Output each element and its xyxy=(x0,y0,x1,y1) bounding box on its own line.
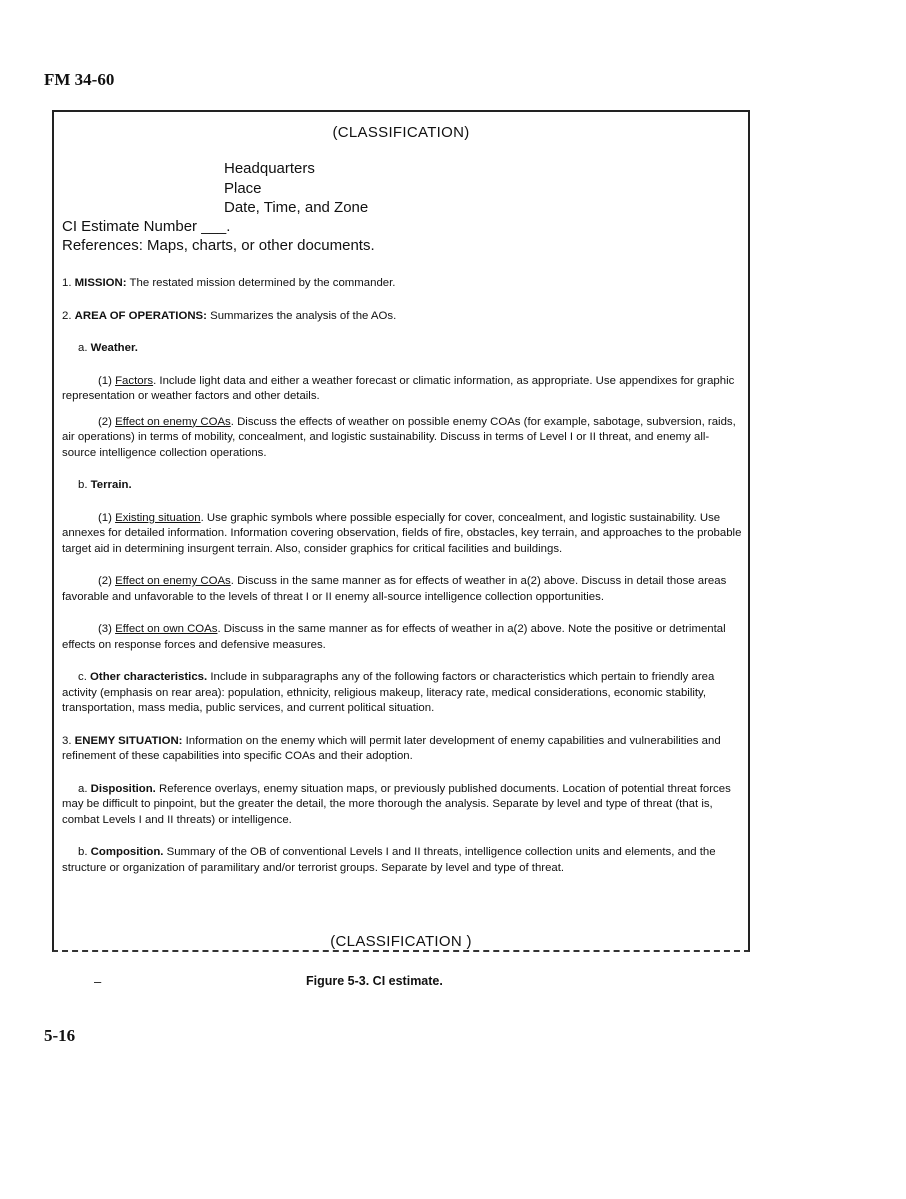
mission-number: 1. xyxy=(62,277,72,289)
weather-label: a. xyxy=(78,342,88,354)
w1-heading: Factors xyxy=(115,374,154,387)
comp-heading: Composition. xyxy=(90,846,164,858)
para-disposition xyxy=(62,782,742,829)
classification-top: (CLASSIFICATION) xyxy=(332,124,470,141)
date-time-zone-line: Date, Time, and Zone xyxy=(224,199,369,216)
manual-id: FM 34-60 xyxy=(44,70,115,89)
other-label: c. xyxy=(78,671,87,683)
mission-heading: MISSION: xyxy=(74,277,127,289)
other-text: Include in subparagraphs any of the following factors or characteristics which pertain to friendly area activity (emphasis on rear area): population, ethnicity, religious makeup, literacy rate, medical considerations, economic stability, transportation, mass media, public services, and current political situation. xyxy=(62,671,715,714)
para-terrain-existing xyxy=(62,511,742,558)
comp-text: Summary of the OB of conventional Levels I and II threats, intelligence collection units and elements, and the structure or organization of paramilitary and/or terrorist groups. Separate by level and type of threat. xyxy=(62,846,716,874)
disp-label: a. xyxy=(78,782,88,795)
t3-text: . Discuss in the same manner as for effects of weather in a(2) above. Note the positive or detrimental effects on response forces and defensive measures. xyxy=(62,623,726,651)
enemy-heading: ENEMY SITUATION: xyxy=(74,734,183,747)
weather-heading: Weather. xyxy=(90,342,138,354)
references-line: References: Maps, charts, or other documents. xyxy=(62,237,375,254)
w2-heading: Effect on enemy COAs xyxy=(115,415,231,428)
t2-text: . Discuss in the same manner as for effects of weather in a(2) above. Discuss in detail those areas favorable and unfavorable to the levels of threat I or II enemy all-source intelligence collection opportunities. xyxy=(62,575,727,603)
enemy-number: 3. xyxy=(62,734,72,747)
stray-mark: – xyxy=(94,974,102,989)
para-terrain-effect-own xyxy=(62,622,742,653)
para-other-characteristics xyxy=(62,670,742,717)
disp-heading: Disposition. xyxy=(90,782,156,795)
terrain-label: b. xyxy=(78,479,88,491)
para-composition xyxy=(62,845,742,876)
w1-text: . Include light data and either a weather forecast or climatic information, as appropriate. Use appendixes for graphic representation or weather factors and other details. xyxy=(62,374,735,402)
t2-heading: Effect on enemy COAs xyxy=(115,575,231,587)
ci-estimate-form xyxy=(52,110,750,952)
headquarters-line: Headquarters xyxy=(224,160,315,177)
terrain-heading: Terrain. xyxy=(90,479,132,491)
para-terrain-effect-enemy xyxy=(62,574,742,605)
t2-number: (2) xyxy=(98,575,112,587)
para-weather-factors xyxy=(62,374,742,405)
t1-number: (1) xyxy=(98,511,112,524)
enemy-text: Information on the enemy which will permit later development of enemy capabilities and vulnerabilities and refinement of these capabilities into specific COAs and their adoption. xyxy=(62,734,721,762)
w2-number: (2) xyxy=(98,415,112,428)
t3-number: (3) xyxy=(98,623,112,635)
place-line: Place xyxy=(224,179,262,197)
ci-estimate-number: CI Estimate Number ___. xyxy=(62,218,231,235)
w2-text: . Discuss the effects of weather on possible enemy COAs (for example, sabotage, subversion, raids, air operations) in terms of mobility, concealment, and logistic sustainability. Discuss in terms of Level I or II threat, and enemy all-source intelligence collection operations. xyxy=(62,415,736,459)
w1-number: (1) xyxy=(98,374,112,387)
figure-caption: Figure 5-3. CI estimate. xyxy=(306,974,443,988)
page-number: 5-16 xyxy=(44,1026,76,1045)
para-weather-effect-enemy xyxy=(62,415,742,462)
ao-heading: AREA OF OPERATIONS: xyxy=(74,309,207,322)
ao-text: Summarizes the analysis of the AOs. xyxy=(210,309,397,322)
t3-heading: Effect on own COAs xyxy=(115,623,218,635)
classification-bottom: (CLASSIFICATION ) xyxy=(330,933,472,950)
para-mission xyxy=(62,276,742,292)
t1-heading: Existing situation xyxy=(115,511,201,524)
ao-number: 2. xyxy=(62,309,72,322)
other-heading: Other characteristics. xyxy=(90,671,208,683)
mission-text: The restated mission determined by the commander. xyxy=(129,277,396,289)
para-weather-heading xyxy=(78,341,742,357)
t1-text: . Use graphic symbols where possible especially for cover, concealment, and logistic sustainability. Use annexes for detailed information. Information covering observation, fields of fire, obstacles, key terrain, and approaches to the probable target aid in determining insurgent terrain. Also, consider graphics for critical facilities and buildings. xyxy=(62,511,742,555)
para-area-of-operations xyxy=(62,309,742,325)
para-enemy-situation xyxy=(62,734,742,765)
comp-label: b. xyxy=(78,846,88,858)
para-terrain-heading xyxy=(78,478,742,494)
disp-text: Reference overlays, enemy situation maps, or previously published documents. Location of potential threat forces may be difficult to pinpoint, but the greater the detail, the more thorough the analysis. Separate by level and type of threat (that is, combat Levels I and II threats) or intelligence. xyxy=(62,782,731,826)
header-block xyxy=(224,159,368,218)
estimate-body xyxy=(62,276,742,876)
